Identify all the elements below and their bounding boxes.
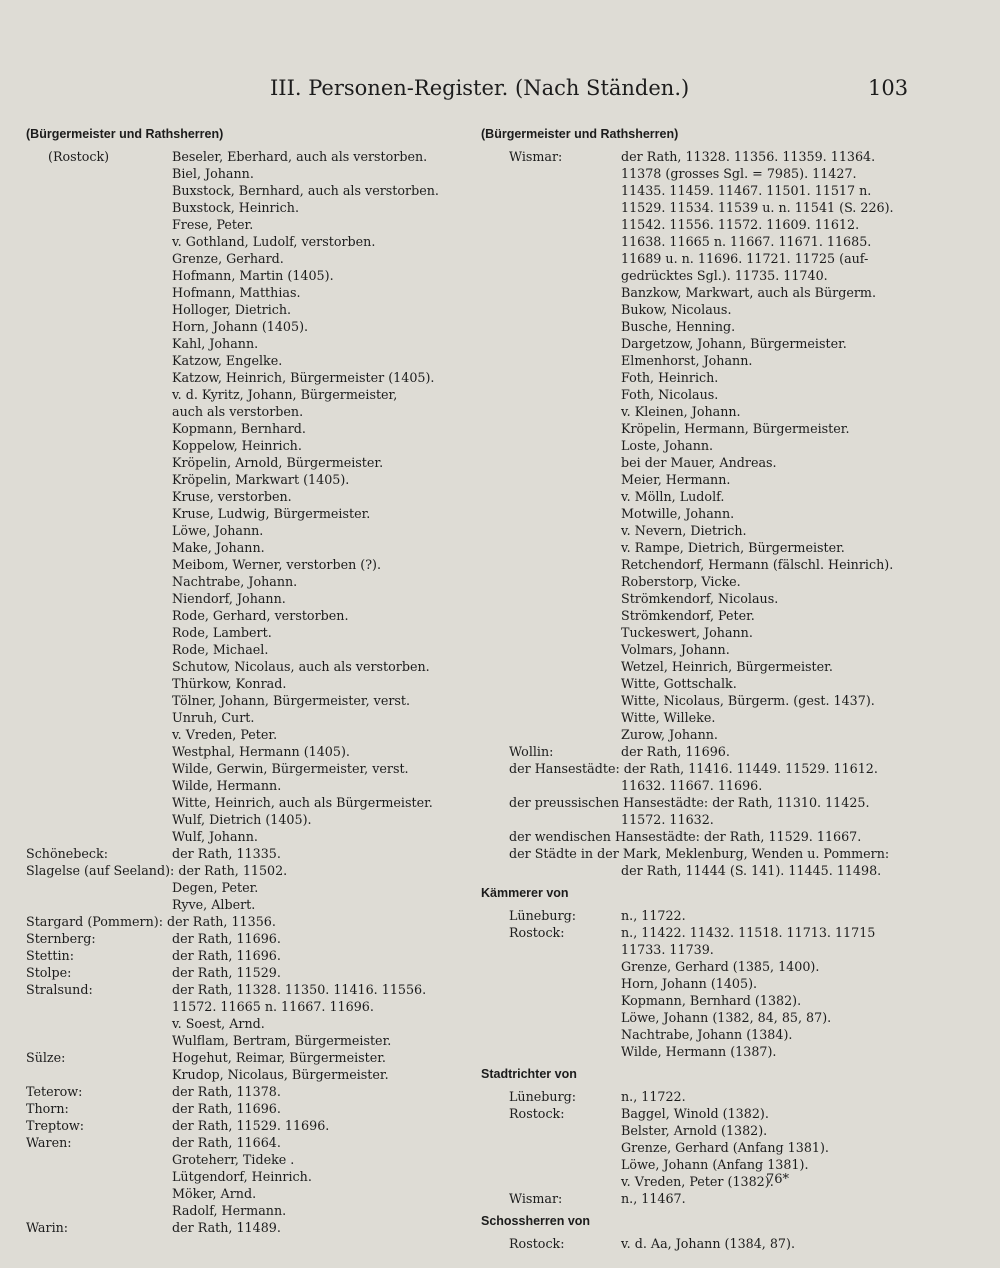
entry-text: Tölner, Johann, Bürgermeister, verst.: [172, 693, 411, 708]
index-entry: [481, 692, 911, 709]
entry-text: Grenze, Gerhard (Anfang 1381).: [621, 1140, 829, 1155]
index-entry: [26, 1049, 466, 1066]
index-entry: [26, 335, 466, 352]
entry-text: Kopmann, Bernhard.: [172, 421, 306, 436]
section-heading: (Bürgermeister und Rathsherren): [481, 127, 679, 141]
entry-text: Wilde, Hermann.: [172, 778, 282, 793]
place-label: Stargard (Pommern): der Rath, 11356.: [26, 914, 276, 929]
place-label: (Rostock): [48, 149, 110, 164]
index-entry: [26, 352, 466, 369]
index-entry: [26, 165, 466, 182]
index-entry: [26, 1202, 466, 1219]
entry-text: Kopmann, Bernhard (1382).: [621, 993, 802, 1008]
entry-text: Rode, Gerhard, verstorben.: [172, 608, 349, 623]
index-entry: [481, 301, 911, 318]
index-entry: [26, 1168, 466, 1185]
index-entry: [26, 726, 466, 743]
entry-text: Zurow, Johann.: [621, 727, 718, 742]
entry-text: 11632. 11667. 11696.: [621, 778, 763, 793]
index-entry: [26, 1134, 466, 1151]
entry-text: der Rath, 11489.: [172, 1220, 281, 1235]
index-entry: [26, 981, 466, 1015]
entry-text: der Rath, 11696.: [172, 931, 281, 946]
index-entry: [481, 1235, 911, 1252]
place-label: Wollin:: [509, 744, 554, 759]
index-entry: [481, 369, 911, 386]
index-entry: [26, 913, 466, 930]
place-label: Stolpe:: [26, 965, 72, 980]
entry-text: Wilde, Gerwin, Bürgermeister, verst.: [172, 761, 409, 776]
place-label: Wismar:: [509, 149, 563, 164]
index-entry: [481, 811, 911, 828]
section-heading: Schossherren von: [481, 1214, 591, 1228]
entry-text: Thürkow, Konrad.: [172, 676, 287, 691]
place-label: der Hansestädte: der Rath, 11416. 11449. 11529. 11612.: [509, 761, 878, 776]
entry-text: der Rath, 11529.: [172, 965, 281, 980]
index-entry: [26, 369, 466, 386]
index-entry: [26, 641, 466, 658]
entry-text: Strömkendorf, Nicolaus.: [621, 591, 779, 606]
entry-text: v. Nevern, Dietrich.: [621, 523, 747, 538]
index-entry: [481, 1009, 911, 1026]
entry-text: 11529. 11534. 11539 u. n. 11541 (S. 226).: [621, 200, 894, 215]
index-entry: [481, 454, 911, 471]
index-entry: [26, 879, 466, 896]
index-entry: [481, 573, 911, 590]
index-entry: [481, 794, 911, 811]
entry-text: der Rath, 11328. 11356. 11359. 11364.: [621, 149, 876, 164]
entry-text: Strömkendorf, Peter.: [621, 608, 755, 623]
index-entry: [26, 148, 466, 165]
entry-text: Wilde, Hermann (1387).: [621, 1044, 777, 1059]
entry-text: Kröpelin, Arnold, Bürgermeister.: [172, 455, 384, 470]
entry-text: Degen, Peter.: [172, 880, 259, 895]
entry-text: v. Vreden, Peter.: [172, 727, 278, 742]
entry-text: 11572. 11632.: [621, 812, 714, 827]
index-entry: [481, 924, 911, 958]
index-entry: [481, 709, 911, 726]
index-entry: [26, 964, 466, 981]
index-entry: [26, 233, 466, 250]
entry-text: gedrücktes Sgl.). 11735. 11740.: [621, 268, 828, 283]
index-entry: [481, 658, 911, 675]
entry-text: Foth, Nicolaus.: [621, 387, 719, 402]
place-label: Teterow:: [26, 1084, 83, 1099]
entry-text: Meibom, Werner, verstorben (?).: [172, 557, 382, 572]
index-entry: [481, 539, 911, 556]
index-entry: [481, 590, 911, 607]
index-entry: [481, 777, 911, 794]
index-entry: [481, 488, 911, 505]
entry-text: Banzkow, Markwart, auch als Bürgerm.: [621, 285, 876, 300]
index-entry: [481, 522, 911, 539]
section-heading: Kämmerer von: [481, 886, 569, 900]
entry-text: auch als verstorben.: [172, 404, 304, 419]
index-entry: [481, 992, 911, 1009]
index-entry: [481, 352, 911, 369]
index-entry: [481, 828, 911, 845]
entry-text: Buxstock, Bernhard, auch als verstorben.: [172, 183, 439, 198]
index-entry: [481, 675, 911, 692]
entry-text: Lütgendorf, Heinrich.: [172, 1169, 312, 1184]
place-label: Stralsund:: [26, 982, 93, 997]
index-entry: [26, 1066, 466, 1083]
index-entry: [26, 216, 466, 233]
entry-text: v. Soest, Arnd.: [172, 1016, 265, 1031]
index-entry: [481, 1156, 911, 1173]
index-entry: [481, 284, 911, 301]
entry-text: Witte, Gottschalk.: [621, 676, 737, 691]
entry-text: Belster, Arnold (1382).: [621, 1123, 768, 1138]
entry-text: Möker, Arnd.: [172, 1186, 257, 1201]
index-entry: [26, 250, 466, 267]
index-entry: [26, 539, 466, 556]
index-entry: [26, 590, 466, 607]
place-label: Lüneburg:: [509, 1089, 577, 1104]
index-entry: [481, 743, 911, 760]
index-entry: [481, 148, 911, 284]
index-entry: [26, 471, 466, 488]
entry-text: Löwe, Johann.: [172, 523, 264, 538]
entry-text: Grenze, Gerhard.: [172, 251, 284, 266]
entry-text: 11572. 11665 n. 11667. 11696.: [172, 999, 374, 1014]
entry-text: Löwe, Johann (1382, 84, 85, 87).: [621, 1010, 832, 1025]
entry-text: v. Rampe, Dietrich, Bürgermeister.: [621, 540, 845, 555]
entry-text: 11378 (grosses Sgl. = 7985). 11427.: [621, 166, 857, 181]
entry-text: der Rath, 11378.: [172, 1084, 281, 1099]
index-entry: [481, 556, 911, 573]
index-entry: [26, 386, 466, 420]
entry-text: Meier, Hermann.: [621, 472, 731, 487]
place-label: Treptow:: [26, 1118, 85, 1133]
place-label: der wendischen Hansestädte: der Rath, 11529. 11667.: [509, 829, 862, 844]
entry-text: Kröpelin, Markwart (1405).: [172, 472, 350, 487]
entry-text: Foth, Heinrich.: [621, 370, 719, 385]
entry-text: Horn, Johann (1405).: [172, 319, 309, 334]
index-entry: [26, 318, 466, 335]
index-entry: [481, 1139, 911, 1156]
entry-text: Westphal, Hermann (1405).: [172, 744, 350, 759]
left-column: [26, 126, 466, 1236]
index-entry: [26, 692, 466, 709]
entry-text: Kruse, Ludwig, Bürgermeister.: [172, 506, 371, 521]
index-entry: [26, 743, 466, 760]
entry-text: Buxstock, Heinrich.: [172, 200, 299, 215]
index-entry: [26, 930, 466, 947]
index-entry: [481, 420, 911, 437]
entry-text: n., 11722.: [621, 1089, 686, 1104]
index-entry: [481, 958, 911, 975]
entry-text: Kahl, Johann.: [172, 336, 259, 351]
index-entry: [481, 471, 911, 488]
place-label: Stettin:: [26, 948, 74, 963]
entry-text: 11689 u. n. 11696. 11721. 11725 (auf-: [621, 251, 869, 266]
entry-text: Witte, Nicolaus, Bürgerm. (gest. 1437).: [621, 693, 875, 708]
index-entry: [26, 1185, 466, 1202]
entry-text: Schutow, Nicolaus, auch als verstorben.: [172, 659, 430, 674]
entry-text: Nachtrabe, Johann (1384).: [621, 1027, 793, 1042]
index-entry: [481, 975, 911, 992]
index-entry: [481, 862, 911, 879]
index-entry: [481, 1088, 911, 1105]
index-entry: [481, 1105, 911, 1122]
index-entry: [481, 907, 911, 924]
place-label: Waren:: [26, 1135, 72, 1150]
place-label: Sternberg:: [26, 931, 96, 946]
entry-text: Motwille, Johann.: [621, 506, 735, 521]
entry-text: Hofmann, Martin (1405).: [172, 268, 334, 283]
entry-text: der Rath, 11696.: [621, 744, 730, 759]
entry-text: Wulf, Johann.: [172, 829, 258, 844]
entry-text: Hofmann, Matthias.: [172, 285, 301, 300]
entry-text: n., 11722.: [621, 908, 686, 923]
entry-text: Niendorf, Johann.: [172, 591, 286, 606]
index-entry: [26, 1219, 466, 1236]
place-label: Warin:: [26, 1220, 69, 1235]
index-entry: [26, 794, 466, 811]
entry-text: v. d. Aa, Johann (1384, 87).: [621, 1236, 795, 1251]
entry-text: Witte, Willeke.: [621, 710, 716, 725]
index-entry: [26, 709, 466, 726]
entry-text: bei der Mauer, Andreas.: [621, 455, 777, 470]
entry-text: Nachtrabe, Johann.: [172, 574, 298, 589]
entry-text: v. d. Kyritz, Johann, Bürgermeister,: [172, 387, 398, 402]
index-entry: [26, 947, 466, 964]
index-entry: [26, 267, 466, 284]
entry-text: Hogehut, Reimar, Bürgermeister.: [172, 1050, 386, 1065]
entry-text: Dargetzow, Johann, Bürgermeister.: [621, 336, 847, 351]
entry-text: Grenze, Gerhard (1385, 1400).: [621, 959, 820, 974]
index-entry: [26, 573, 466, 590]
index-entry: [26, 828, 466, 845]
entry-text: 11435. 11459. 11467. 11501. 11517 n.: [621, 183, 872, 198]
index-entry: [26, 522, 466, 539]
index-entry: [26, 1117, 466, 1134]
entry-text: der Rath, 11335.: [172, 846, 281, 861]
entry-text: der Rath, 11444 (S. 141). 11445. 11498.: [621, 863, 882, 878]
entry-text: Kröpelin, Hermann, Bürgermeister.: [621, 421, 850, 436]
index-entry: [26, 284, 466, 301]
index-entry: [481, 1026, 911, 1043]
page-number: 103: [868, 76, 909, 100]
entry-text: Volmars, Johann.: [621, 642, 730, 657]
place-label: Rostock:: [509, 925, 565, 940]
entry-text: 11542. 11556. 11572. 11609. 11612.: [621, 217, 860, 232]
entry-text: Unruh, Curt.: [172, 710, 255, 725]
index-entry: [481, 403, 911, 420]
index-entry: [26, 505, 466, 522]
index-entry: [481, 624, 911, 641]
index-entry: [26, 675, 466, 692]
index-entry: [481, 335, 911, 352]
entry-text: 11733. 11739.: [621, 942, 714, 957]
index-entry: [26, 607, 466, 624]
entry-text: Busche, Henning.: [621, 319, 736, 334]
page-title: III. Personen-Register. (Nach Ständen.): [270, 76, 690, 100]
signature-mark: 76*: [766, 1172, 790, 1187]
entry-text: Biel, Johann.: [172, 166, 254, 181]
index-entry: [26, 437, 466, 454]
entry-text: Löwe, Johann (Anfang 1381).: [621, 1157, 809, 1172]
index-entry: [481, 760, 911, 777]
index-entry: [481, 1122, 911, 1139]
place-label: Slagelse (auf Seeland): der Rath, 11502.: [26, 863, 288, 878]
index-entry: [481, 318, 911, 335]
index-entry: [26, 1015, 466, 1032]
entry-text: Wetzel, Heinrich, Bürgermeister.: [621, 659, 833, 674]
entry-text: Elmenhorst, Johann.: [621, 353, 753, 368]
entry-text: Ryve, Albert.: [172, 897, 256, 912]
place-label: Sülze:: [26, 1050, 66, 1065]
place-label: Thorn:: [26, 1101, 69, 1116]
index-entry: [481, 726, 911, 743]
entry-text: Frese, Peter.: [172, 217, 254, 232]
index-entry: [26, 845, 466, 862]
entry-text: der Rath, 11529. 11696.: [172, 1118, 330, 1133]
index-entry: [26, 862, 466, 879]
place-label: Lüneburg:: [509, 908, 577, 923]
entry-text: v. Kleinen, Johann.: [621, 404, 741, 419]
entry-text: der Rath, 11696.: [172, 1101, 281, 1116]
entry-text: Rode, Michael.: [172, 642, 269, 657]
right-column: [481, 126, 911, 1252]
entry-text: Baggel, Winold (1382).: [621, 1106, 769, 1121]
place-label: der Städte in der Mark, Meklenburg, Wenden u. Pommern:: [509, 846, 890, 861]
index-entry: [26, 811, 466, 828]
entry-text: Krudop, Nicolaus, Bürgermeister.: [172, 1067, 389, 1082]
entry-text: Holloger, Dietrich.: [172, 302, 292, 317]
entry-text: Roberstorp, Vicke.: [621, 574, 741, 589]
index-entry: [26, 658, 466, 675]
section-heading: Stadtrichter von: [481, 1067, 577, 1081]
index-entry: [481, 386, 911, 403]
entry-text: Rode, Lambert.: [172, 625, 272, 640]
place-label: Rostock:: [509, 1106, 565, 1121]
entry-text: Retchendorf, Hermann (fälschl. Heinrich).: [621, 557, 894, 572]
entry-text: Horn, Johann (1405).: [621, 976, 758, 991]
entry-text: Loste, Johann.: [621, 438, 714, 453]
index-entry: [26, 760, 466, 777]
entry-text: n., 11422. 11432. 11518. 11713. 11715: [621, 925, 876, 940]
entry-text: Bukow, Nicolaus.: [621, 302, 732, 317]
place-label: der preussischen Hansestädte: der Rath, 11310. 11425.: [509, 795, 870, 810]
index-entry: [26, 1100, 466, 1117]
index-entry: [481, 641, 911, 658]
index-entry: [26, 1032, 466, 1049]
index-entry: [26, 199, 466, 216]
place-label: Schönebeck:: [26, 846, 108, 861]
entry-text: Groteherr, Tideke .: [172, 1152, 295, 1167]
entry-text: Koppelow, Heinrich.: [172, 438, 302, 453]
index-entry: [481, 1043, 911, 1060]
index-entry: [481, 437, 911, 454]
entry-text: 11638. 11665 n. 11667. 11671. 11685.: [621, 234, 872, 249]
index-entry: [481, 505, 911, 522]
place-label: Rostock:: [509, 1236, 565, 1251]
index-entry: [481, 1173, 911, 1190]
entry-text: v. Gothland, Ludolf, verstorben.: [172, 234, 376, 249]
entry-text: Make, Johann.: [172, 540, 265, 555]
entry-text: Kruse, verstorben.: [172, 489, 292, 504]
index-entry: [481, 1190, 911, 1207]
entry-text: Katzow, Heinrich, Bürgermeister (1405).: [172, 370, 435, 385]
index-entry: [26, 1083, 466, 1100]
index-entry: [26, 301, 466, 318]
index-entry: [26, 454, 466, 471]
index-entry: [481, 607, 911, 624]
place-label: Wismar:: [509, 1191, 563, 1206]
index-entry: [481, 845, 911, 862]
entry-text: Wulflam, Bertram, Bürgermeister.: [172, 1033, 392, 1048]
entry-text: Radolf, Hermann.: [172, 1203, 287, 1218]
entry-text: Wulf, Dietrich (1405).: [172, 812, 312, 827]
entry-text: n., 11467.: [621, 1191, 686, 1206]
index-entry: [26, 556, 466, 573]
index-entry: [26, 777, 466, 794]
section-heading: (Bürgermeister und Rathsherren): [26, 127, 224, 141]
entry-text: Witte, Heinrich, auch als Bürgermeister.: [172, 795, 433, 810]
index-entry: [26, 624, 466, 641]
index-entry: [26, 1151, 466, 1168]
entry-text: Beseler, Eberhard, auch als verstorben.: [172, 149, 428, 164]
entry-text: Katzow, Engelke.: [172, 353, 283, 368]
entry-text: der Rath, 11696.: [172, 948, 281, 963]
index-entry: [26, 488, 466, 505]
entry-text: der Rath, 11664.: [172, 1135, 281, 1150]
index-entry: [26, 420, 466, 437]
index-entry: [26, 182, 466, 199]
entry-text: Tuckeswert, Johann.: [621, 625, 753, 640]
entry-text: der Rath, 11328. 11350. 11416. 11556.: [172, 982, 427, 997]
entry-text: v. Mölln, Ludolf.: [621, 489, 725, 504]
index-entry: [26, 896, 466, 913]
entry-text: v. Vreden, Peter (1382).: [621, 1174, 774, 1189]
